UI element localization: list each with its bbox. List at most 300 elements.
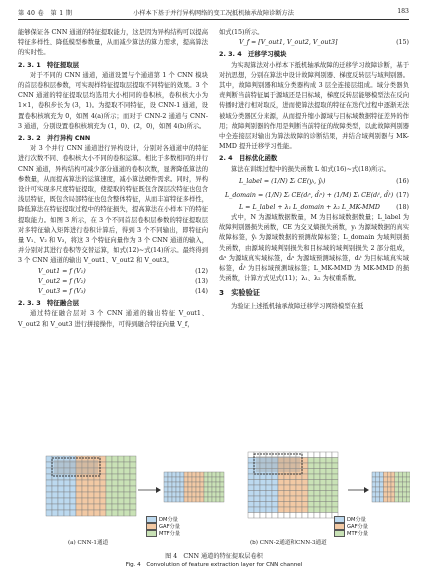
grid-cell [52, 492, 58, 498]
grid-cell [399, 492, 403, 497]
grid-cell [180, 497, 184, 502]
grid-cell [176, 492, 180, 497]
grid-cell [302, 496, 308, 502]
subcaption-a: (a) CNN-1通道 [68, 540, 109, 546]
grid-cell [100, 498, 106, 504]
grid-cell [76, 504, 82, 510]
grid-cell [124, 468, 130, 474]
grid-cell [266, 480, 272, 486]
grid-cell [266, 474, 272, 480]
section-2-4-title: 2. 4 目标优化函数 [219, 154, 278, 163]
grid-cell [308, 502, 314, 508]
grid-cell [176, 487, 180, 492]
grid-cell [284, 502, 290, 508]
grid-cell [100, 468, 106, 474]
grid-cell [124, 480, 130, 486]
grid-cell [46, 510, 52, 516]
grid-cell [168, 477, 172, 482]
grid-cell [196, 482, 200, 487]
grid-cell [64, 486, 70, 492]
grid-cell [94, 486, 100, 492]
grid-cell [332, 458, 338, 464]
grid-cell [314, 452, 320, 458]
grid-cell [387, 487, 391, 492]
grid-cell [204, 497, 208, 502]
grid-cell [168, 482, 172, 487]
grid-cell [88, 492, 94, 498]
grid-cell [278, 496, 284, 502]
grid-cell [320, 452, 326, 458]
grid-cell [278, 485, 284, 491]
grid-cell [106, 480, 112, 486]
grid-cell [332, 496, 338, 502]
grid-cell [387, 492, 391, 497]
grid-cell [387, 497, 391, 502]
grid-cell [260, 502, 266, 508]
grid-cell [402, 477, 406, 482]
grid-cell [70, 480, 76, 486]
grid-cell [395, 482, 399, 487]
grid-cell [302, 463, 308, 469]
grid-cell [192, 492, 196, 497]
grid-cell [64, 492, 70, 498]
section-2-4-paragraph: 算法在训练过程中的损失函数 L 如式(16)~式(18)所示。 [231, 165, 390, 173]
grid-cell [94, 480, 100, 486]
cnn1-kernel [54, 460, 98, 474]
grid-cell [204, 492, 208, 497]
grid-cell [112, 480, 118, 486]
grid-cell [100, 480, 106, 486]
grid-cell [302, 469, 308, 475]
grid-cell [272, 507, 278, 513]
grid-cell [208, 482, 212, 487]
grid-cell [118, 468, 124, 474]
grid-cell [380, 477, 384, 482]
grid-cell [284, 507, 290, 513]
grid-cell [296, 480, 302, 486]
grid-cell [308, 513, 314, 519]
grid-cell [196, 477, 200, 482]
grid-cell [52, 504, 58, 510]
grid-cell [248, 513, 254, 519]
grid-cell [296, 513, 302, 519]
grid-cell [168, 487, 172, 492]
grid-cell [380, 497, 384, 502]
legend-gaf-b: GAF分量 [334, 523, 368, 530]
grid-cell [220, 492, 224, 497]
grid-cell [76, 498, 82, 504]
grid-cell [314, 507, 320, 513]
grid-cell [266, 491, 272, 497]
grid-cell [188, 477, 192, 482]
right-column [219, 28, 409, 312]
grid-cell [248, 474, 254, 480]
grid-cell [296, 491, 302, 497]
legend-b [334, 516, 368, 537]
grid-cell [302, 474, 308, 480]
grid-cell [112, 474, 118, 480]
grid-cell [376, 477, 380, 482]
grid-cell [216, 497, 220, 502]
grid-cell [172, 487, 176, 492]
grid-cell [52, 474, 58, 480]
grid-cell [106, 498, 112, 504]
grid-cell [52, 510, 58, 516]
grid-cell [204, 487, 208, 492]
grid-cell [278, 502, 284, 508]
grid-cell [302, 507, 308, 513]
grid-cell [208, 492, 212, 497]
grid-cell [176, 477, 180, 482]
grid-cell [402, 497, 406, 502]
grid-cell [320, 480, 326, 486]
grid-cell [380, 482, 384, 487]
grid-cell [64, 480, 70, 486]
equation-13: V_out2 = f (V₂) (13) [38, 277, 208, 285]
grid-cell [308, 469, 314, 475]
grid-cell [254, 480, 260, 486]
grid-cell [112, 456, 118, 462]
grid-cell [376, 487, 380, 492]
grid-cell [254, 496, 260, 502]
grid-cell [248, 452, 254, 458]
grid-cell [332, 474, 338, 480]
grid-cell [208, 472, 212, 477]
grid-cell [164, 472, 168, 477]
grid-cell [284, 491, 290, 497]
grid-cell [192, 482, 196, 487]
grid-cell [326, 458, 332, 464]
grid-cell [82, 492, 88, 498]
grid-cell [290, 513, 296, 519]
grid-cell [100, 510, 106, 516]
header-rule [18, 19, 409, 20]
grid-cell [248, 485, 254, 491]
variables-paragraph: 式中，N 为源域数据数量，M 为目标域数据数量；L_label 为故障判别器损失函数，CE 为交叉熵损失函数，yᵢ 为源域数据的真实故障标签，ŷᵢ 为源域数据的预测故障标签；L_domain 为域判别损失函数，由源域的域判别损失和目标域的域判别损失 2 部分组成，dᵢˢ 为源域真实域标签，d̂ᵢˢ 为源域预测域标签，dᵢᵗ 为目标域真实域标签，d̂ᵢᵗ 为目标域预测域标签；L_MK-MMD 为 MK-MMD 的损失函数，计算方式见式(11)；λ₁、λ₂ 为权重系数。 [219, 214, 409, 283]
equation-17: L_domain = (1/N) Σᵢ CE(dᵢˢ, d̂ᵢˢ) + (1/M) Σᵢ CE(dᵢᵗ, d̂ᵢᵗ) (17) [225, 191, 409, 199]
grid-cell [94, 492, 100, 498]
grid-cell [266, 513, 272, 519]
grid-cell [296, 502, 302, 508]
legend-a [146, 516, 180, 537]
grid-cell [200, 482, 204, 487]
grid-cell [395, 497, 399, 502]
grid-cell [326, 485, 332, 491]
cnn1-output-grid [164, 472, 224, 502]
grid-cell [296, 496, 302, 502]
grid-cell [176, 497, 180, 502]
grid-cell [290, 474, 296, 480]
grid-cell [332, 469, 338, 475]
grid-cell [70, 504, 76, 510]
grid-cell [254, 507, 260, 513]
grid-cell [308, 452, 314, 458]
grid-cell [100, 504, 106, 510]
grid-cell [260, 474, 266, 480]
grid-cell [248, 502, 254, 508]
grid-cell [284, 474, 290, 480]
grid-cell [383, 492, 387, 497]
legend-dm-b: DM分量 [334, 516, 368, 523]
grid-cell [52, 486, 58, 492]
grid-cell [372, 497, 376, 502]
running-title: 小样本下基于并行异构网络的变工况抵机轴承故障诊断方法 [133, 10, 294, 17]
grid-cell [184, 487, 188, 492]
figure-caption-cn: 图 4 CNN 通道的特征提取层卷积 [165, 553, 263, 560]
section-2-3-4-paragraph: 为实现算法对小样本下抵机轴承故障的迁移学习故障诊断，基于对抗思想，分别在算法中设计故障判别器、梯度反转层与域判别器。其中，故障判别器和域分类器构成 3 层全连接层组成。域分类器负责判断当前特征属于源域还是目标域，梯度反转层能够模型法在反向传播时进行相对取反，进而使算法提取的特征在迭代过程中逐渐无法被域分类器区分来源，从而提升缩小源域与目标域数据特征差异的作用；故障判别器的作用是判断当前特征的故障类型，以此故障判别器中全连接层对输出为算法故障的诊断结果，并结合域判别器与 MK-MMD 提升迁移学习性能。 [219, 61, 409, 151]
grid-cell [94, 504, 100, 510]
grid-cell [332, 485, 338, 491]
grid-cell [308, 485, 314, 491]
grid-cell [168, 492, 172, 497]
grid-cell [172, 472, 176, 477]
grid-cell [130, 486, 136, 492]
grid-cell [326, 452, 332, 458]
grid-cell [204, 477, 208, 482]
grid-cell [308, 474, 314, 480]
grid-cell [220, 497, 224, 502]
grid-cell [176, 472, 180, 477]
grid-cell [212, 477, 216, 482]
grid-cell [130, 468, 136, 474]
figure-4 [18, 450, 410, 570]
grid-cell [118, 462, 124, 468]
section-2-3-3-title: 2. 3. 3 特征融合层 [18, 299, 79, 308]
grid-cell [248, 458, 254, 464]
grid-cell [208, 487, 212, 492]
grid-cell [399, 472, 403, 477]
grid-cell [254, 474, 260, 480]
grid-cell [212, 497, 216, 502]
grid-cell [380, 487, 384, 492]
legend-mtf-b: MTF分量 [334, 530, 368, 537]
grid-cell [314, 502, 320, 508]
grid-cell [302, 485, 308, 491]
grid-cell [88, 504, 94, 510]
grid-cell [314, 485, 320, 491]
grid-cell [88, 510, 94, 516]
equation-16: L_label = (1/N) Σᵢ CE(yᵢ, ŷᵢ) (16) [239, 177, 409, 185]
grid-cell [100, 486, 106, 492]
grid-cell [272, 474, 278, 480]
grid-cell [58, 486, 64, 492]
grid-cell [184, 472, 188, 477]
grid-cell [164, 497, 168, 502]
legend-dm: DM分量 [146, 516, 180, 523]
grid-cell [130, 504, 136, 510]
grid-cell [320, 491, 326, 497]
grid-cell [180, 482, 184, 487]
grid-cell [376, 472, 380, 477]
grid-cell [399, 477, 403, 482]
figure-caption-en: Fig. 4 Convolution of feature extraction layer for CNN channel [125, 562, 303, 568]
grid-cell [124, 456, 130, 462]
equation-18: L = L_label + λ₁ L_domain + λ₂ L_MK-MMD (18) [239, 203, 409, 211]
grid-cell [406, 477, 410, 482]
grid-cell [248, 496, 254, 502]
grid-cell [402, 492, 406, 497]
grid-cell [260, 507, 266, 513]
grid-cell [46, 492, 52, 498]
grid-cell [82, 486, 88, 492]
grid-cell [184, 492, 188, 497]
section-2-3-3-paragraph: 通过特征融合层对 3 个 CNN 通道的输出特征 V_out1、V_out2 和 V_out3 进行拼接操作，可得到融合特征向量 V_f， [18, 310, 208, 328]
grid-cell [332, 452, 338, 458]
grid-cell [76, 486, 82, 492]
grid-cell [406, 497, 410, 502]
grid-cell [314, 513, 320, 519]
grid-cell [254, 485, 260, 491]
grid-cell [168, 497, 172, 502]
grid-cell [320, 496, 326, 502]
grid-cell [164, 492, 168, 497]
grid-cell [320, 474, 326, 480]
section-2-3-1-title: 2. 3. 1 特征提取层 [18, 60, 79, 69]
grid-cell [46, 468, 52, 474]
legend-mtf: MTF分量 [146, 530, 180, 537]
grid-cell [112, 510, 118, 516]
grid-cell [118, 486, 124, 492]
grid-cell [302, 458, 308, 464]
grid-cell [266, 502, 272, 508]
grid-cell [100, 474, 106, 480]
grid-cell [112, 498, 118, 504]
grid-cell [58, 498, 64, 504]
grid-cell [284, 480, 290, 486]
grid-cell [118, 510, 124, 516]
page-number: 183 [397, 8, 409, 15]
grid-cell [212, 492, 216, 497]
grid-cell [70, 510, 76, 516]
grid-cell [100, 456, 106, 462]
grid-cell [192, 472, 196, 477]
grid-cell [372, 482, 376, 487]
grid-cell [82, 510, 88, 516]
grid-cell [76, 492, 82, 498]
grid-cell [118, 480, 124, 486]
grid-cell [188, 487, 192, 492]
grid-cell [284, 513, 290, 519]
grid-cell [391, 492, 395, 497]
left-column [18, 28, 208, 330]
grid-cell [272, 485, 278, 491]
grid-cell [254, 491, 260, 497]
subcaption-b: (b) CNN-2通道和CNN-3通道 [250, 540, 327, 546]
grid-cell [204, 472, 208, 477]
grid-cell [200, 497, 204, 502]
grid-cell [172, 477, 176, 482]
grid-cell [70, 486, 76, 492]
grid-cell [290, 491, 296, 497]
grid-cell [387, 472, 391, 477]
grid-cell [302, 452, 308, 458]
grid-cell [82, 474, 88, 480]
grid-cell [124, 474, 130, 480]
grid-cell [302, 502, 308, 508]
grid-cell [326, 507, 332, 513]
grid-cell [260, 491, 266, 497]
grid-cell [124, 462, 130, 468]
grid-cell [326, 480, 332, 486]
grid-cell [64, 498, 70, 504]
grid-cell [130, 480, 136, 486]
section-2-3-2-paragraph: 对 3 个并行 CNN 通道进行异构设计，分别对各通道中的特征进行次数不同、卷积核大小不同的卷积运算。相比于多数相同的并行 CNN 通道，异构结构可减少部分通道的卷积次数，显著降低算法的参数量，从而提高算法的运算速度，减小算法硬件需求。同时，异构设计可实现多尺度特征提取，使提取的特征既包含深层次特征也包含浅层特征，既包含局部特征也包含整体特征，从而丰富特征多样性，降低算法在特征提取过程中的特征损失，提高算法在小样本下的特征提取能力。如图 3 所示，在 3 个不同首层卷积层参数的特征提取层对多特征输入矩阵进行卷积计算后，得到 3 个不同输出，即特征向量 V₁、V₂ 和 V₃，将这 3 个特征向量作为 3 个 CNN 通道的输入，并分别对其进行卷积等交替运算，如式(12)~式(14)所示。最终得到 3 个 CNN 通道的输出 V_out1、V_out2 和 V_out3。 [18, 145, 208, 265]
grid-cell [192, 487, 196, 492]
grid-cell [208, 497, 212, 502]
grid-cell [248, 491, 254, 497]
grid-cell [399, 482, 403, 487]
grid-cell [326, 496, 332, 502]
grid-cell [220, 472, 224, 477]
grid-cell [76, 510, 82, 516]
grid-cell [200, 477, 204, 482]
grid-cell [308, 491, 314, 497]
grid-cell [380, 472, 384, 477]
grid-cell [58, 492, 64, 498]
grid-cell [320, 502, 326, 508]
grid-cell [314, 480, 320, 486]
grid-cell [399, 497, 403, 502]
grid-cell [76, 480, 82, 486]
grid-cell [272, 502, 278, 508]
grid-cell [290, 496, 296, 502]
grid-cell [248, 463, 254, 469]
grid-cell [94, 510, 100, 516]
grid-cell [326, 502, 332, 508]
grid-cell [260, 485, 266, 491]
grid-cell [383, 497, 387, 502]
grid-cell [216, 487, 220, 492]
grid-cell [196, 472, 200, 477]
grid-cell [112, 468, 118, 474]
grid-cell [188, 482, 192, 487]
grid-cell [308, 496, 314, 502]
grid-cell [88, 474, 94, 480]
grid-cell [192, 477, 196, 482]
grid-cell [314, 458, 320, 464]
grid-cell [46, 462, 52, 468]
grid-cell [296, 485, 302, 491]
grid-cell [372, 477, 376, 482]
grid-cell [372, 492, 376, 497]
grid-cell [184, 477, 188, 482]
grid-cell [260, 496, 266, 502]
grid-cell [82, 504, 88, 510]
grid-cell [106, 456, 112, 462]
grid-cell [216, 482, 220, 487]
grid-cell [314, 463, 320, 469]
grid-cell [395, 472, 399, 477]
grid-cell [180, 472, 184, 477]
grid-cell [308, 507, 314, 513]
grid-cell [188, 472, 192, 477]
grid-cell [58, 480, 64, 486]
cnn23-kernel [256, 456, 300, 472]
grid-cell [290, 502, 296, 508]
grid-cell [402, 482, 406, 487]
grid-cell [106, 492, 112, 498]
grid-cell [254, 513, 260, 519]
grid-cell [112, 462, 118, 468]
grid-cell [320, 485, 326, 491]
grid-cell [308, 480, 314, 486]
intro-paragraph: 能够保证各 CNN 通道的特征提取能力，这是因为异构结构可以提高特征多样性、降低模型参数量，从而减少算法的算力需求，提高算法的实时性。 [18, 29, 208, 57]
grid-cell [278, 474, 284, 480]
grid-cell [70, 492, 76, 498]
grid-cell [320, 463, 326, 469]
grid-cell [406, 492, 410, 497]
grid-cell [372, 472, 376, 477]
